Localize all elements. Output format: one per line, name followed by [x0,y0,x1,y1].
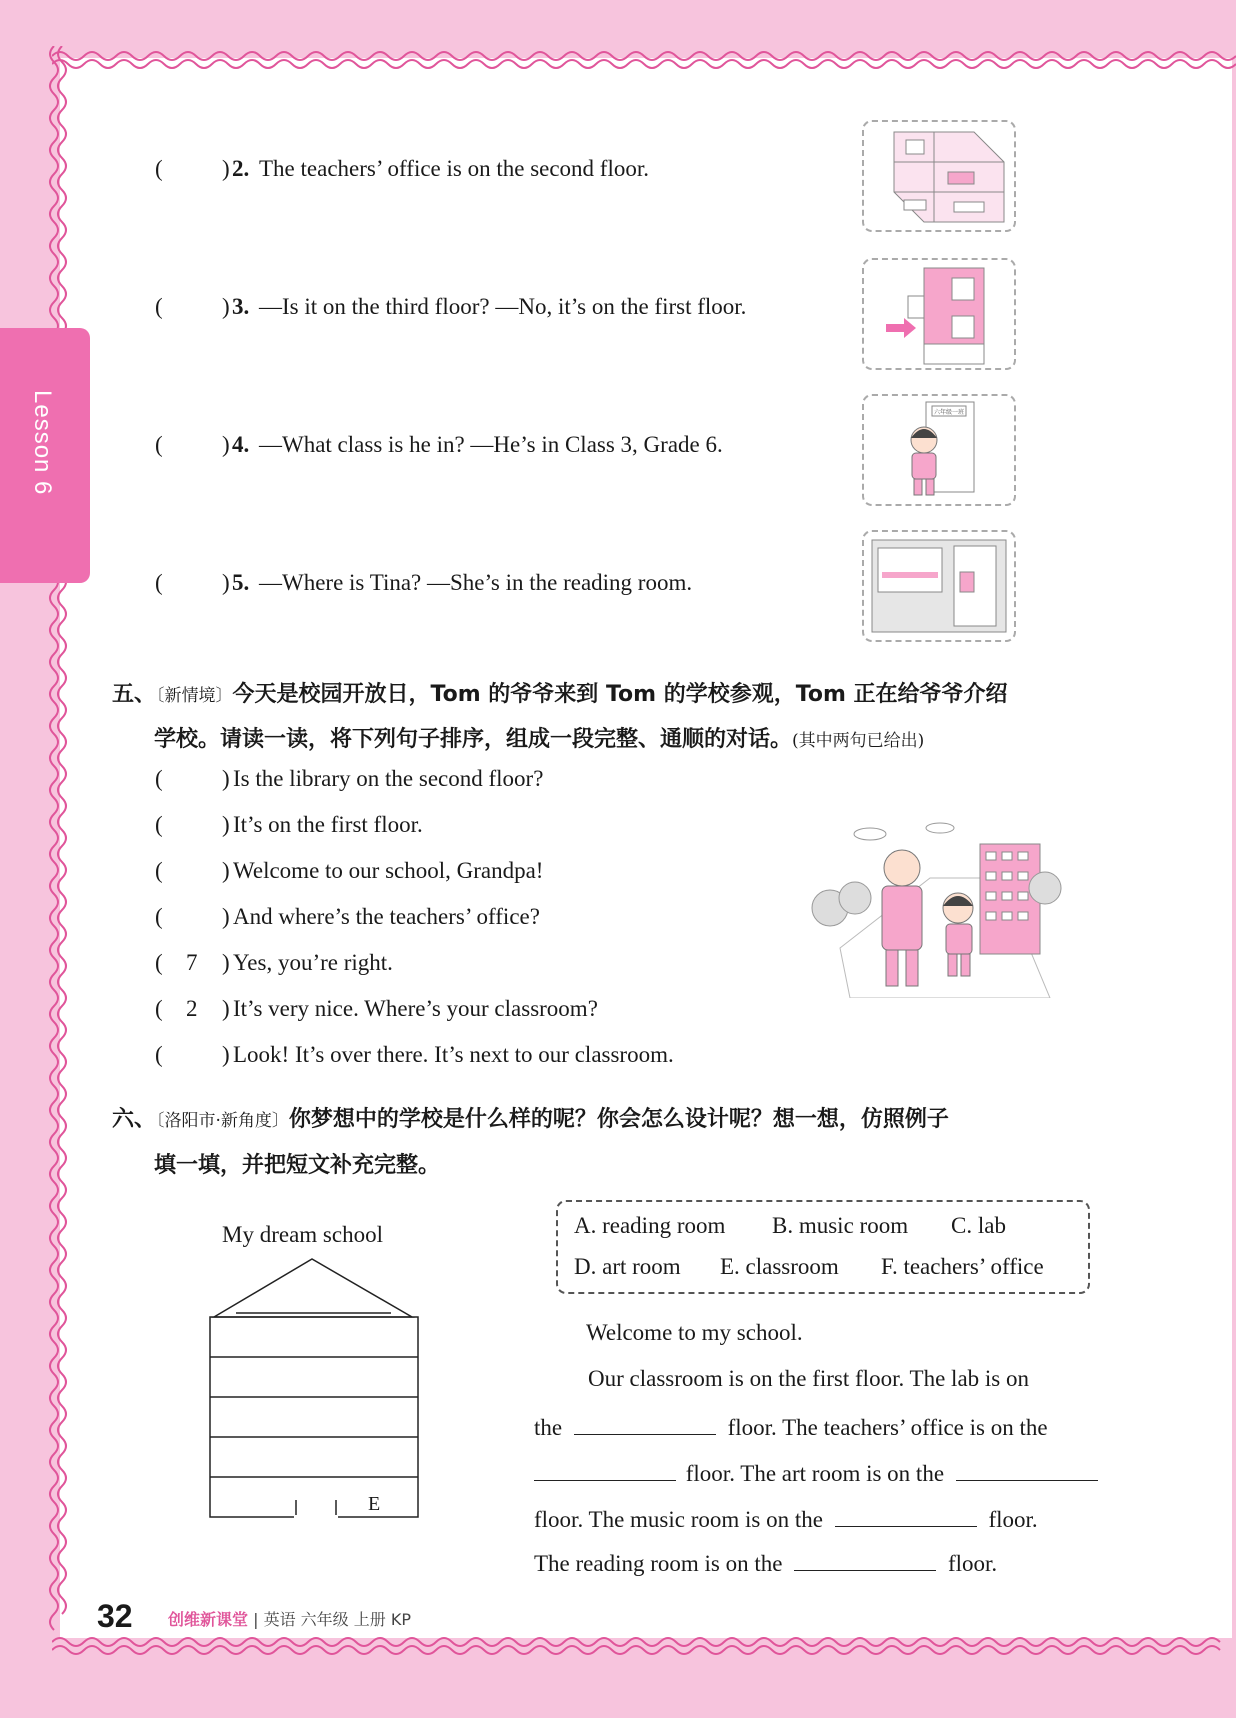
passage-text: floor. The music room is on the [534,1507,823,1532]
diagram-title: My dream school [222,1222,383,1247]
answer-bracket-close: ) [222,996,230,1021]
passage-text: floor. [947,1551,998,1576]
item-text: —Is it on the third floor? —No, it’s on the first floor. [259,294,747,319]
answer-bracket-close: ) [222,1042,230,1067]
passage-blank[interactable] [534,1458,676,1481]
footer-info [168,1607,411,1630]
item-number: 3. [232,294,250,319]
part6-heading [112,1102,949,1133]
passage-line-5 [534,1504,1038,1533]
item-number: 5. [232,570,250,595]
dialogue-sentence: Welcome to our school, Grandpa! [233,858,544,883]
answer-bracket-close: ) [222,570,230,595]
item-number: 4. [232,432,250,457]
dialogue-sentence: And where’s the teachers’ office? [233,904,540,929]
part6-instruction-line2: 填一填，并把短文补充完整。 [154,1153,441,1178]
answer-bracket-close: ) [222,812,230,837]
part6-tag: 〔洛阳市·新角度〕 [156,1111,289,1131]
svg-text:六年级一班: 六年级一班 [933,409,965,416]
answer-slot[interactable]: 7 [186,950,198,975]
part6-heading-line2 [154,1148,440,1179]
part6-label: 六、 [112,1107,157,1132]
answer-bracket-open: ( [155,432,163,457]
passage-line-3 [534,1412,1048,1441]
part5-heading [112,677,1008,708]
passage-line-1: Welcome to my school. [586,1320,803,1345]
passage-text: floor. [988,1507,1038,1532]
passage-blank[interactable] [574,1412,716,1435]
item-text: —Where is Tina? —She’s in the reading room. [259,570,693,595]
passage-text: floor. The art room is on the [685,1461,945,1486]
footer-details: | 英语 六年级 上册 KP [253,1610,411,1629]
answer-bracket-open: ( [155,570,163,595]
dialogue-sentence: Look! It’s over there. It’s next to our classroom. [233,1042,674,1067]
option-teachers-office: F. teachers’ office [881,1254,1044,1279]
passage-text: floor. The teachers’ office is on the [727,1415,1048,1440]
answer-bracket-open: ( [155,294,163,319]
dialogue-sentence: It’s on the first floor. [233,812,423,837]
part6-instruction-line1: 你梦想中的学校是什么样的呢？你会怎么设计呢？想一想，仿照例子 [288,1107,949,1132]
part5-note: (其中两句已给出) [792,731,925,751]
lab-and-room-illustration [862,530,1016,642]
dialogue-sentence: Yes, you’re right. [233,950,393,975]
answer-bracket-close: ) [222,156,230,181]
answer-bracket-open: ( [155,904,163,929]
grandpa-and-boy-illustration [810,818,1065,998]
answer-bracket-open: ( [155,156,163,181]
answer-bracket-close: ) [222,432,230,457]
answer-bracket-close: ) [222,904,230,929]
answer-bracket-close: ) [222,766,230,791]
passage-line-2: Our classroom is on the first floor. The lab is on [588,1366,1029,1391]
answer-bracket-open: ( [155,766,163,791]
item-number: 2. [232,156,250,181]
ground-floor-label: E [368,1493,381,1515]
pink-building-arrow-illustration [862,258,1016,370]
answer-slot[interactable]: 2 [186,996,198,1021]
passage-line-4 [534,1458,1098,1487]
answer-bracket-open: ( [155,950,163,975]
dream-school-diagram [206,1255,422,1525]
answer-bracket-open: ( [155,996,163,1021]
option-art-room: D. art room [574,1254,681,1279]
answer-bracket-open: ( [155,858,163,883]
answer-bracket-close: ) [222,950,230,975]
page-number: 32 [97,1598,133,1634]
part5-instruction-line2: 学校。请读一读，将下列句子排序，组成一段完整、通顺的对话。 [154,727,793,752]
passage-blank[interactable] [835,1504,977,1527]
option-reading-room: A. reading room [574,1213,726,1238]
lesson-tab-label: Lesson 6 [29,390,56,496]
passage-line-6 [534,1548,997,1577]
passage-text: The reading room is on the [534,1551,783,1576]
item-text: The teachers’ office is on the second floor. [259,156,650,181]
dialogue-sentence: Is the library on the second floor? [233,766,544,791]
boy-at-classroom-door-illustration [862,394,1016,506]
part5-tag: 〔新情境〕 [156,686,233,706]
answer-bracket-close: ) [222,858,230,883]
answer-bracket-open: ( [155,812,163,837]
dialogue-sentence: It’s very nice. Where’s your classroom? [233,996,598,1021]
school-building-floors-illustration [862,120,1016,232]
option-classroom: E. classroom [720,1254,839,1279]
item-text: —What class is he in? —He’s in Class 3, Grade 6. [259,432,723,457]
option-lab: C. lab [951,1213,1006,1238]
wavy-border-bottom [52,1632,1236,1660]
passage-blank[interactable] [956,1458,1098,1481]
passage-blank[interactable] [794,1548,936,1571]
wavy-border-top [52,46,1236,74]
part5-heading-line2 [154,722,924,753]
passage-text: the [534,1415,563,1440]
wavy-border-left [44,46,72,1660]
part5-label: 五、 [112,682,157,707]
lesson-side-tab [0,328,90,583]
option-music-room: B. music room [772,1213,909,1238]
footer-brand: 创维新课堂 [168,1610,249,1629]
answer-bracket-open: ( [155,1042,163,1067]
part5-instruction-line1: 今天是校园开放日，Tom 的爷爷来到 Tom 的学校参观，Tom 正在给爷爷介绍 [232,682,1008,707]
answer-bracket-close: ) [222,294,230,319]
